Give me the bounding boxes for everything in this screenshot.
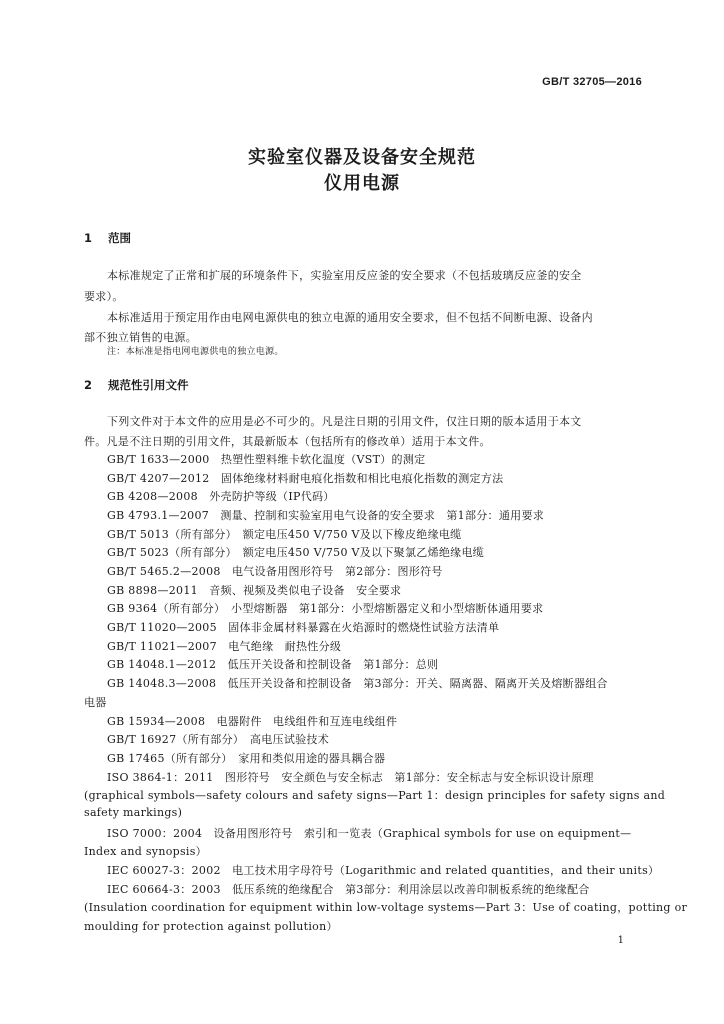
reference-entry: GB/T 1633—2000 热塑性塑料维卡软化温度（VST）的测定 xyxy=(107,453,426,466)
reference-entry: GB 4208—2008 外壳防护等级（IP代码） xyxy=(107,490,335,503)
paragraph-line: 部不独立销售的电源。 xyxy=(84,331,197,344)
note: 注：本标准是指电网电源供电的独立电源。 xyxy=(107,347,284,357)
page-number: 1 xyxy=(617,935,624,946)
reference-entry: GB 9364（所有部分） 小型熔断器 第1部分：小型熔断器定义和小型熔断体通用要求 xyxy=(107,602,544,615)
reference-entry: (Insulation coordination for equipment within low-voltage systems—Part 3：Use of coating，potting or xyxy=(84,901,688,914)
reference-entry: safety markings) xyxy=(84,806,183,819)
paragraph-line: 下列文件对于本文件的应用是必不可少的。凡是注日期的引用文件，仅注日期的版本适用于本文 xyxy=(107,415,582,428)
reference-entry: IEC 60027-3：2002 电工技术用字母符号（Logarithmic and related quantities，and their units） xyxy=(107,864,660,877)
standard-code: GB/T 32705—2016 xyxy=(542,76,642,88)
reference-entry: 电器 xyxy=(84,696,107,709)
paragraph-line: 要求）。 xyxy=(84,290,124,303)
reference-entry: ISO 3864-1：2011 图形符号 安全颜色与安全标志 第1部分：安全标志与安全标识设计原理 xyxy=(107,771,594,784)
section-number: 1 xyxy=(84,231,93,245)
section-title: 规范性引用文件 xyxy=(108,378,189,392)
reference-entry: moulding for protection against pollution） xyxy=(84,920,338,933)
reference-entry: GB 17465（所有部分） 家用和类似用途的器具耦合器 xyxy=(107,752,386,765)
reference-entry: IEC 60664-3：2003 低压系统的绝缘配合 第3部分：利用涂层以改善印制板系统的绝缘配合 xyxy=(107,883,590,896)
reference-entry: GB/T 5023（所有部分） 额定电压450 V/750 V及以下聚氯乙烯绝缘电缆 xyxy=(107,546,485,559)
section-2-heading xyxy=(84,377,189,393)
paragraph-line: 本标准适用于预定用作由电网电源供电的独立电源的通用安全要求，但不包括不间断电源、设备内 xyxy=(107,311,593,324)
reference-entry: GB/T 5465.2—2008 电气设备用图形符号 第2部分：图形符号 xyxy=(107,565,443,578)
document-title: 实验室仪器及设备安全规范 xyxy=(248,147,476,168)
section-1-heading xyxy=(84,230,131,246)
reference-entry: GB/T 5013（所有部分） 额定电压450 V/750 V及以下橡皮绝缘电缆 xyxy=(107,528,462,541)
reference-entry: GB 14048.1—2012 低压开关设备和控制设备 第1部分：总则 xyxy=(107,658,439,671)
reference-entry: GB 15934—2008 电器附件 电线组件和互连电线组件 xyxy=(107,715,398,728)
reference-entry: GB/T 11021—2007 电气绝缘 耐热性分级 xyxy=(107,640,342,653)
section-number: 2 xyxy=(84,378,93,392)
reference-entry: ISO 7000：2004 设备用图形符号 索引和一览表（Graphical symbols for use on equipment— xyxy=(107,827,632,840)
document-subtitle: 仪用电源 xyxy=(324,173,400,194)
reference-entry: GB 14048.3—2008 低压开关设备和控制设备 第3部分：开关、隔离器、隔离开关及熔断器组合 xyxy=(107,677,608,690)
reference-entry: GB/T 11020—2005 固体非金属材料暴露在火焰源时的燃烧性试验方法清单 xyxy=(107,621,500,634)
reference-entry: (graphical symbols—safety colours and safety signs—Part 1：design principles for safety signs and xyxy=(84,789,666,802)
paragraph-line: 件。凡是不注日期的引用文件，其最新版本（包括所有的修改单）适用于本文件。 xyxy=(84,435,491,448)
reference-entry: GB 4793.1—2007 测量、控制和实验室用电气设备的安全要求 第1部分：通用要求 xyxy=(107,509,545,522)
reference-entry: GB/T 4207—2012 固体绝缘材料耐电痕化指数和相比电痕化指数的测定方法 xyxy=(107,472,504,485)
paragraph-line: 本标准规定了正常和扩展的环境条件下，实验室用反应釜的安全要求（不包括玻璃反应釜的安全 xyxy=(107,269,582,282)
section-title: 范围 xyxy=(108,231,131,245)
reference-entry: Index and synopsis） xyxy=(84,845,207,858)
reference-entry: GB/T 16927（所有部分） 高电压试验技术 xyxy=(107,733,330,746)
reference-entry: GB 8898—2011 音频、视频及类似电子设备 安全要求 xyxy=(107,584,402,597)
